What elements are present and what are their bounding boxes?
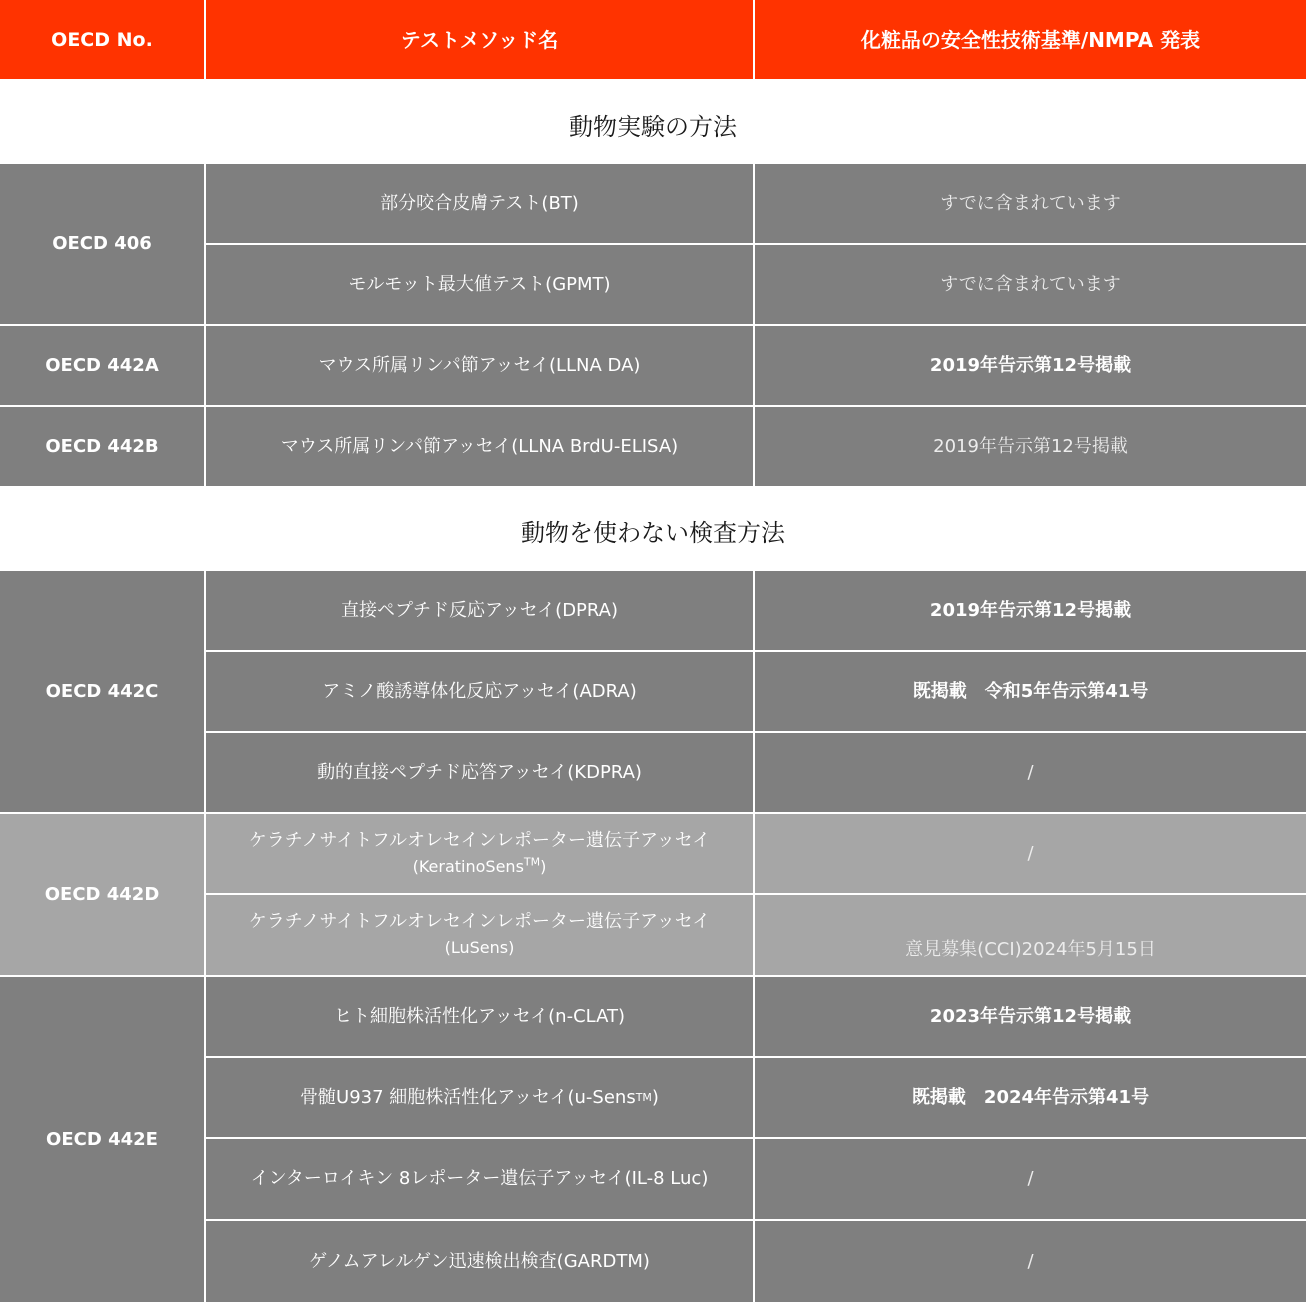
nmpa-status: 2019年告示第12号掲載 bbox=[755, 407, 1306, 488]
table-row bbox=[0, 407, 1306, 488]
method-name bbox=[206, 814, 755, 895]
header-test-method: テストメソッド名 bbox=[206, 0, 755, 81]
table-row bbox=[206, 164, 1306, 245]
oecd-code-406: OECD 406 bbox=[0, 164, 206, 326]
nmpa-status: / bbox=[755, 1221, 1306, 1304]
group-442e bbox=[206, 977, 1306, 1304]
method-name: ゲノムアレルゲン迅速検出検査(GARDTM) bbox=[206, 1221, 755, 1304]
group-442d bbox=[206, 814, 1306, 977]
oecd-code-442d: OECD 442D bbox=[0, 814, 206, 977]
group-406 bbox=[206, 164, 1306, 326]
method-name: 骨髄U937 細胞株活性化アッセイ(u-Sens TM ) bbox=[206, 1058, 755, 1139]
header-nmpa-status: 化粧品の安全性技術基準/NMPA 発表 bbox=[755, 0, 1306, 81]
table-header bbox=[0, 0, 1306, 81]
nmpa-status: 意見募集(CCI)2024年5月15日 bbox=[755, 895, 1306, 977]
oecd-code-442c: OECD 442C bbox=[0, 571, 206, 814]
method-name: 部分咬合皮膚テスト(BT) bbox=[206, 164, 755, 245]
oecd-code-442b: OECD 442B bbox=[0, 407, 206, 488]
oecd-code-442e: OECD 442E bbox=[0, 977, 206, 1304]
nmpa-status: / bbox=[755, 733, 1306, 814]
method-line2: (LuSens) bbox=[444, 938, 515, 957]
method-name bbox=[206, 895, 755, 977]
method-name: 動的直接ペプチド応答アッセイ(KDPRA) bbox=[206, 733, 755, 814]
table-row bbox=[206, 814, 1306, 895]
nmpa-status: / bbox=[755, 814, 1306, 895]
table-row bbox=[206, 571, 1306, 652]
nmpa-status: 2019年告示第12号掲載 bbox=[755, 571, 1306, 652]
table-row bbox=[206, 1058, 1306, 1139]
nmpa-status: 既掲載 令和5年告示第41号 bbox=[755, 652, 1306, 733]
method-name: モルモット最大値テスト(GPMT) bbox=[206, 245, 755, 326]
section-title-non-animal: 動物を使わない検査方法 bbox=[521, 519, 785, 547]
method-name: ヒト細胞株活性化アッセイ(n-CLAT) bbox=[206, 977, 755, 1058]
table-row bbox=[206, 1221, 1306, 1304]
nmpa-status: / bbox=[755, 1139, 1306, 1221]
method-line1: ケラチノサイトフルオレセインレポーター遺伝子アッセイ bbox=[248, 829, 711, 851]
nmpa-status: 2023年告示第12号掲載 bbox=[755, 977, 1306, 1058]
header-oecd-no: OECD No. bbox=[0, 0, 206, 81]
method-name: マウス所属リンパ節アッセイ(LLNA DA) bbox=[206, 326, 755, 407]
table-row bbox=[206, 245, 1306, 326]
nmpa-status: 2019年告示第12号掲載 bbox=[755, 326, 1306, 407]
nmpa-status: 既掲載 2024年告示第41号 bbox=[755, 1058, 1306, 1139]
table-row bbox=[206, 733, 1306, 814]
method-name: アミノ酸誘導体化反応アッセイ(ADRA) bbox=[206, 652, 755, 733]
table-row bbox=[206, 652, 1306, 733]
table-row bbox=[206, 1139, 1306, 1221]
method-name: インターロイキン 8レポーター遺伝子アッセイ(IL-8 Luc) bbox=[206, 1139, 755, 1221]
method-line2: (KeratinoSens™) bbox=[412, 855, 547, 876]
table-row bbox=[206, 895, 1306, 977]
method-name: マウス所属リンパ節アッセイ(LLNA BrdU-ELISA) bbox=[206, 407, 755, 488]
method-line1: ケラチノサイトフルオレセインレポーター遺伝子アッセイ bbox=[248, 911, 711, 932]
section-title-animal: 動物実験の方法 bbox=[569, 113, 737, 141]
table-row bbox=[206, 977, 1306, 1058]
method-name: 直接ペプチド反応アッセイ(DPRA) bbox=[206, 571, 755, 652]
nmpa-status: すでに含まれています bbox=[755, 245, 1306, 326]
nmpa-status: すでに含まれています bbox=[755, 164, 1306, 245]
oecd-code-442a: OECD 442A bbox=[0, 326, 206, 407]
group-442c bbox=[206, 571, 1306, 814]
table-row bbox=[0, 326, 1306, 407]
